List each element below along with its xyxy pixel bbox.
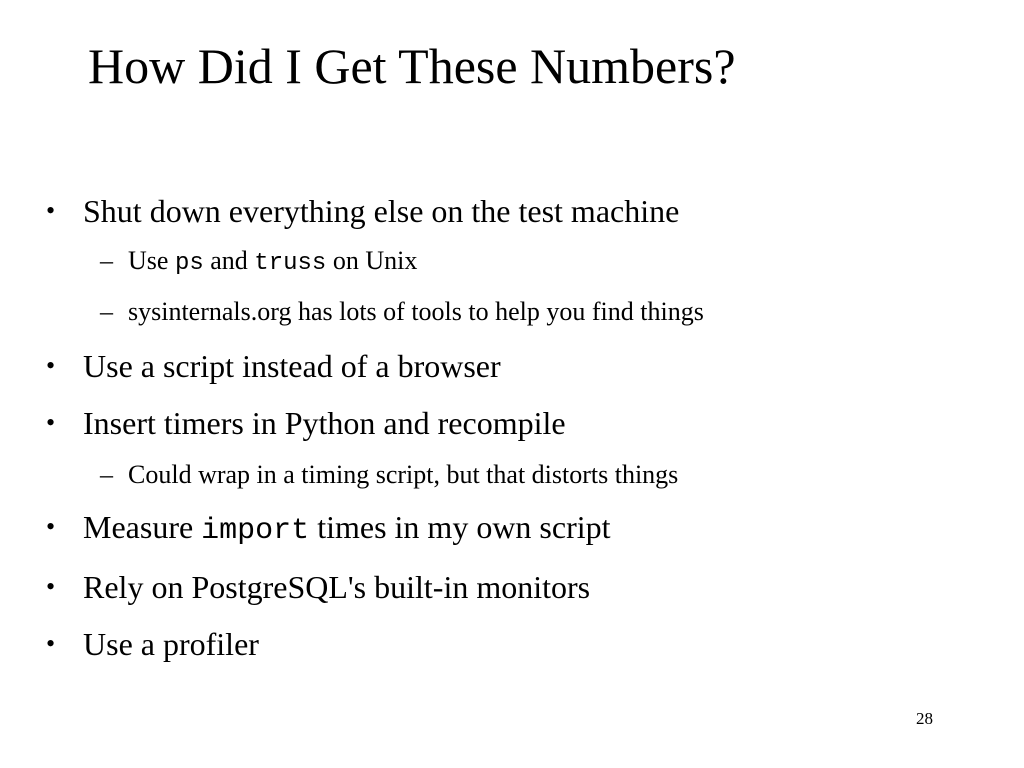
- code-text: import: [201, 514, 310, 548]
- sub-bullet-marker: –: [100, 297, 113, 326]
- text-segment: times in my own script: [309, 509, 611, 545]
- text-segment: on Unix: [326, 246, 418, 275]
- bullet-text: Use a profiler: [83, 626, 259, 662]
- bullet-text: Shut down everything else on the test machine: [83, 193, 680, 229]
- text-segment: Use: [128, 246, 175, 275]
- sub-bullet-text: Could wrap in a timing script, but that distorts things: [128, 460, 679, 489]
- page-number: 28: [916, 709, 933, 728]
- bullet-marker: •: [46, 512, 56, 541]
- code-text: ps: [174, 250, 204, 277]
- sub-bullet-text: [128, 244, 417, 281]
- bullet-marker: •: [46, 572, 56, 601]
- bullet-marker: •: [46, 629, 56, 658]
- bullet-marker: •: [46, 408, 56, 437]
- bullet-text: Rely on PostgreSQL's built-in monitors: [83, 569, 591, 605]
- bullet-marker: •: [46, 196, 56, 225]
- bullet-text: [83, 507, 611, 551]
- bullet-text: Use a script instead of a browser: [83, 348, 501, 384]
- sub-bullet-marker: –: [100, 246, 113, 275]
- sub-bullet-text: sysinternals.org has lots of tools to help you find things: [128, 297, 704, 326]
- slide-title: How Did I Get These Numbers?: [88, 38, 736, 94]
- text-segment: Measure: [83, 509, 202, 545]
- bullet-marker: •: [46, 351, 56, 380]
- code-text: truss: [254, 250, 327, 277]
- text-segment: and: [203, 246, 255, 275]
- sub-bullet-marker: –: [100, 460, 113, 489]
- bullet-text: Insert timers in Python and recompile: [83, 405, 566, 441]
